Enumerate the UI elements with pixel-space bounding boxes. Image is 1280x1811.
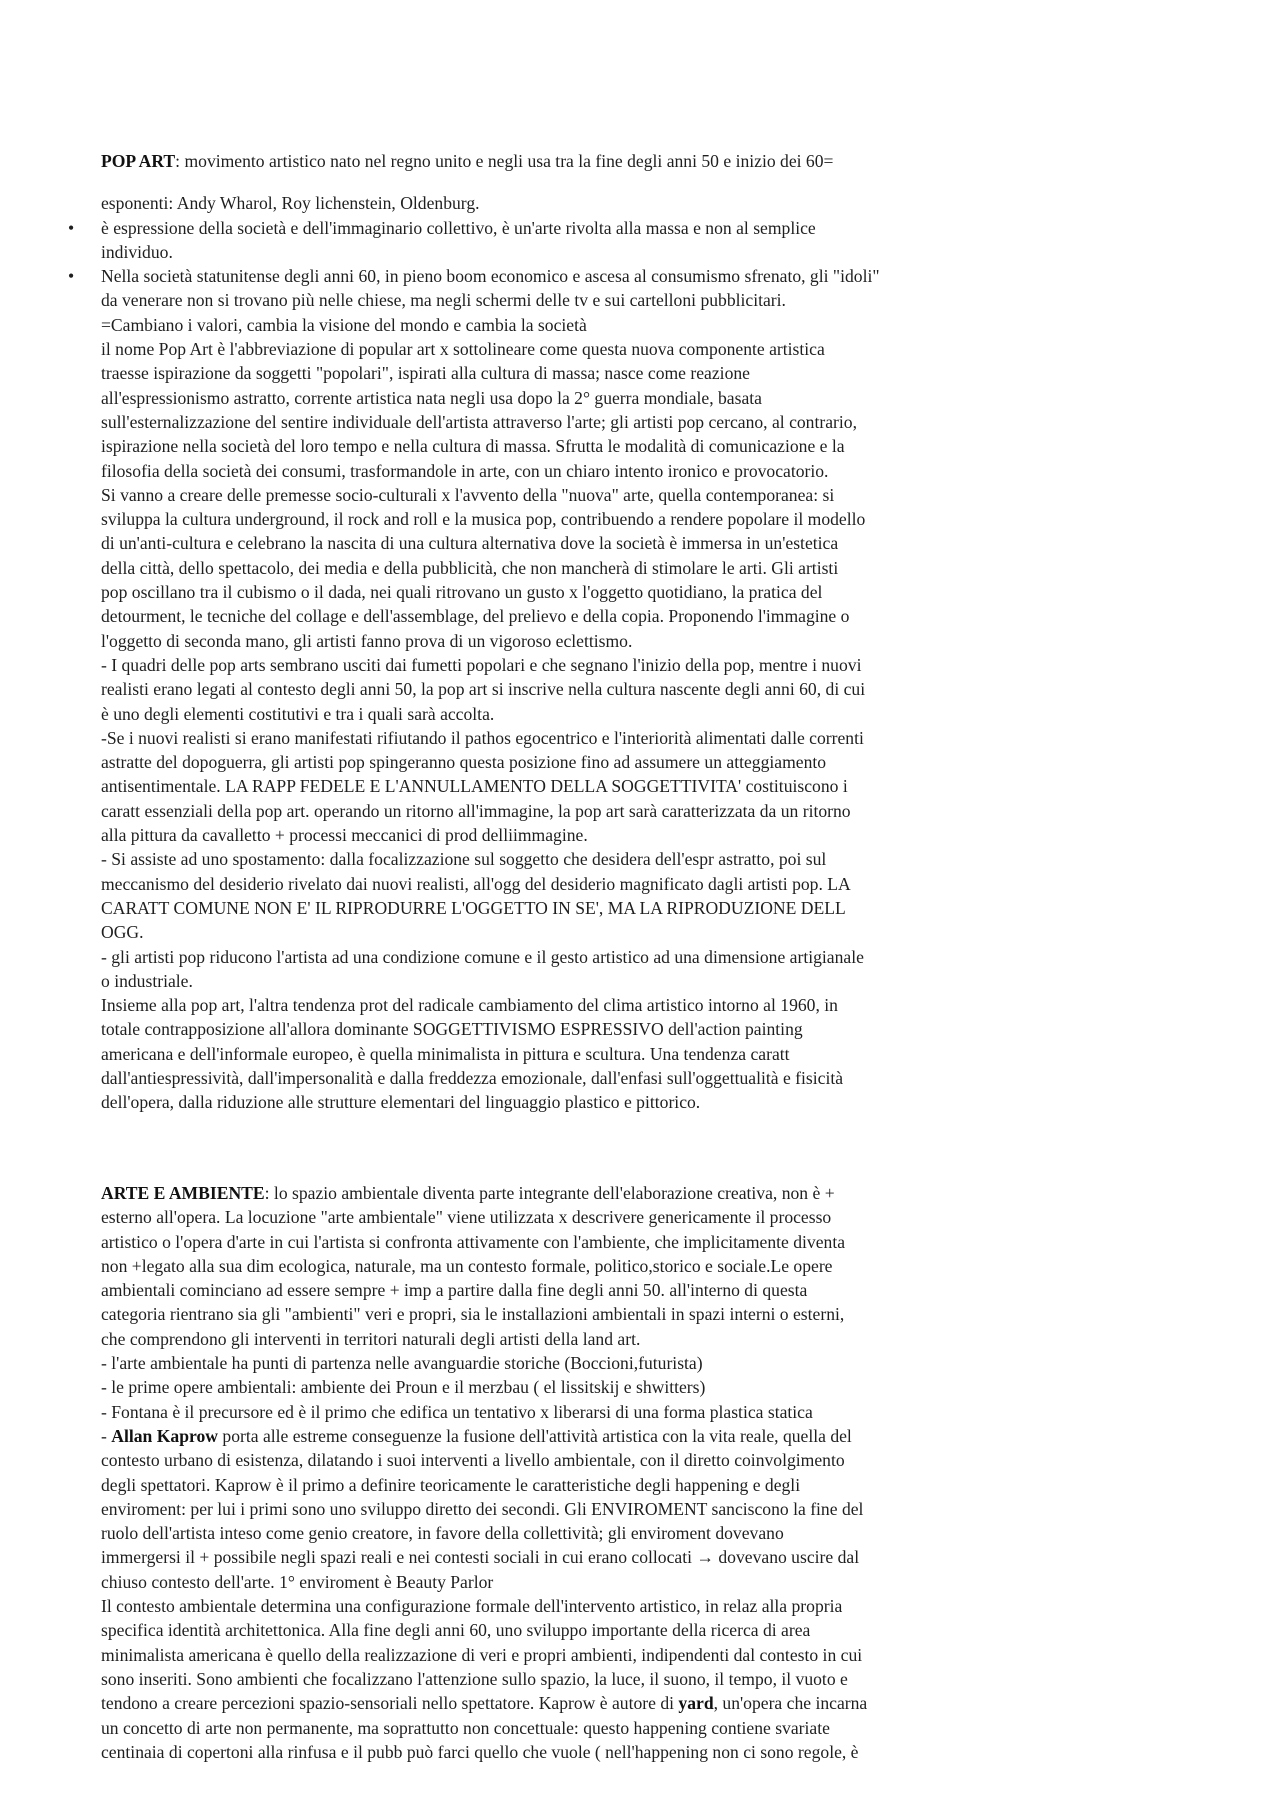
text-line: il nome Pop Art è l'abbreviazione di popular art x sottolineare come questa nuova componente artistica — [101, 339, 825, 360]
arte-ambiente-body-c — [101, 1716, 1006, 1765]
text-line: minimalista americana è quello della realizzazione di veri e propri ambienti, indipendenti dal contesto in cui — [101, 1644, 863, 1665]
arte-ambiente-body-a — [101, 1205, 1006, 1424]
text-line: =Cambiano i valori, cambia la visione del mondo e cambia la società — [101, 314, 587, 335]
kaprow-name: Allan Kaprow — [111, 1425, 218, 1446]
text-line: antisentimentale. LA RAPP FEDELE E L'ANNULLAMENTO DELLA SOGGETTIVITA' costituiscono i — [101, 776, 848, 797]
spacer — [101, 173, 1006, 191]
kaprow-line — [101, 1424, 1006, 1448]
text-line: non +legato alla sua dim ecologica, naturale, ma un contesto formale, politico,storico e sociale.Le opere — [101, 1255, 833, 1276]
text-line: centinaia di copertoni alla rinfusa e il pubb può farci quello che vuole ( nell'happening non ci sono regole, è — [101, 1741, 859, 1762]
pop-art-heading: POP ART — [101, 151, 176, 171]
text-line: - le prime opere ambientali: ambiente dei Proun e il merzbau ( el lissitskij e shwitters) — [101, 1377, 706, 1398]
text-line: Si vanno a creare delle premesse socio-culturali x l'avvento della "nuova" arte, quella contemporanea: si — [101, 484, 835, 505]
text-line: l'oggetto di seconda mano, gli artisti fanno prova di un vigoroso eclettismo. — [101, 630, 633, 651]
arte-ambiente-body-b — [101, 1448, 1006, 1691]
text-line: realisti erano legati al contesto degli anni 50, la pop art si inscrive nella cultura nascente degli anni 60, di cui — [101, 679, 866, 700]
text-line: Il contesto ambientale determina una configurazione formale dell'intervento artistico, in relaz alla propria — [101, 1596, 843, 1617]
text-line: categoria rientrano sia gli "ambienti" veri e propri, sia le installazioni ambientali in spazi interni o esterni, — [101, 1304, 845, 1325]
pop-art-intro-text: : movimento artistico nato nel regno unito e negli usa tra la fine degli anni 50 e inizio dei 60= — [175, 151, 834, 171]
bullet-text-line: Nella società statunitense degli anni 60, in pieno boom economico e ascesa al consumismo sfrenato, gli "idoli" — [101, 266, 880, 287]
text-line: pop oscillano tra il cubismo o il dada, nei quali ritrovano un gusto x l'oggetto quotidiano, la pratica del — [101, 582, 823, 603]
text-line: è uno degli elementi costitutivi e tra i quali sarà accolta. — [101, 703, 495, 724]
text-line: meccanismo del desiderio rivelato dai nuovi realisti, all'ogg del desiderio magnificato dagli artisti pop. LA — [101, 873, 851, 894]
text-line: americana e dell'informale europeo, è quella minimalista in pittura e scultura. Una tendenza caratt — [101, 1043, 790, 1064]
text-line: della città, dello spettacolo, dei media e della pubblicità, che non mancherà di stimolare le arti. Gli artisti — [101, 557, 839, 578]
text-line: -Se i nuovi realisti si erano manifestati rifiutando il pathos egocentrico e l'interiorità alimentati dalle correnti — [101, 727, 864, 748]
text-line: ispirazione nella società del loro tempo e nella cultura di massa. Sfrutta le modalità di comunicazione e la — [101, 436, 845, 457]
text-line: - Si assiste ad uno spostamento: dalla focalizzazione sul soggetto che desidera dell'espr astratto, poi sul — [101, 849, 827, 870]
text-line: alla pittura da cavalletto + processi meccanici di prod delliimmagine. — [101, 825, 588, 846]
kaprow-text: porta alle estreme conseguenze la fusione dell'attività artistica con la vita reale, quella del — [218, 1425, 852, 1446]
pop-art-section — [68, 149, 1006, 1115]
text-line: ambientali cominciano ad essere sempre + imp a partire dalla fine degli anni 50. all'interno di questa — [101, 1280, 808, 1301]
text-line: sviluppa la cultura underground, il rock and roll e la musica pop, contribuendo a rendere popolare il modello — [101, 509, 866, 530]
text-line: immergersi il + possibile negli spazi reali e nei contesti sociali in cui erano collocati → dovevano uscire dal — [101, 1547, 860, 1568]
text-line: dall'antiespressività, dall'impersonalità e dalla freddezza emozionale, dall'enfasi sull'oggettualità e fisicità — [101, 1067, 844, 1088]
text-line: - Fontana è il precursore ed è il primo che edifica un tentativo x liberarsi di una forma plastica statica — [101, 1401, 813, 1422]
arte-ambiente-intro-text: : lo spazio ambientale diventa parte integrante dell'elaborazione creativa, non è + — [264, 1183, 835, 1203]
arte-ambiente-heading: ARTE E AMBIENTE — [101, 1183, 265, 1203]
text-line: - gli artisti pop riducono l'artista ad una condizione comune e il gesto artistico ad una dimensione artigianale — [101, 946, 864, 967]
bullet-icon: • — [68, 266, 75, 287]
bullet-item — [68, 216, 1006, 265]
text-line: artistico o l'opera d'arte in cui l'artista si confronta attivamente con l'ambiente, che implicitamente diventa — [101, 1231, 846, 1252]
yard-line — [101, 1691, 1006, 1715]
text-line: totale contrapposizione all'allora dominante SOGGETTIVISMO ESPRESSIVO dell'action painting — [101, 1019, 803, 1040]
text-line: degli spettatori. Kaprow è il primo a definire teoricamente le caratteristiche degli happening e degli — [101, 1474, 801, 1495]
pop-art-exponents: esponenti: Andy Wharol, Roy lichenstein, Oldenburg. — [101, 193, 480, 214]
arte-ambiente-first-line — [101, 1181, 1006, 1205]
text-line: astratte del dopoguerra, gli artisti pop spingeranno questa posizione fino ad assumere un atteggiamento — [101, 752, 827, 773]
text-line: specifica identità architettonica. Alla fine degli anni 60, uno sviluppo importante della ricerca di area — [101, 1620, 811, 1641]
text-line: un concetto di arte non permanente, ma soprattutto non concettuale: questo happening contiene svariate — [101, 1717, 830, 1738]
text-line: ruolo dell'artista inteso come genio creatore, in favore della collettività; gli enviroment dovevano — [101, 1523, 784, 1544]
bullet-text-line: da venerare non si trovano più nelle chiese, ma negli schermi delle tv e sui cartelloni pubblicitari. — [101, 290, 786, 311]
bullet-icon: • — [68, 217, 75, 238]
yard-word: yard — [678, 1693, 714, 1714]
text-line: dell'opera, dalla riduzione alle strutture elementari del linguaggio plastico e pittorico. — [101, 1092, 701, 1113]
text-line: - l'arte ambientale ha punti di partenza nelle avanguardie storiche (Boccioni,futurista) — [101, 1353, 703, 1374]
text-line: detourment, le tecniche del collage e dell'assemblage, del prelievo e della copia. Proponendo l'immagine o — [101, 606, 850, 627]
text-line: esterno all'opera. La locuzione "arte ambientale" viene utilizzata x descrivere genericamente il processo — [101, 1207, 832, 1228]
text-line: CARATT COMUNE NON E' IL RIPRODURRE L'OGGETTO IN SE', MA LA RIPRODUZIONE DELL — [101, 897, 846, 918]
text-line: OGG. — [101, 922, 144, 943]
text-line: filosofia della società dei consumi, trasformandole in arte, con un chiaro intento ironico e provocatorio. — [101, 460, 829, 481]
bullet-text-line: è espressione della società e dell'immaginario collettivo, è un'arte rivolta alla massa e non al semplice — [101, 217, 816, 238]
yard-text: , un'opera che incarna — [713, 1693, 868, 1714]
text-line: che comprendono gli interventi in territori naturali degli artisti della land art. — [101, 1328, 641, 1349]
text-line: enviroment: per lui i primi sono uno sviluppo diretto dei secondi. Gli ENVIROMENT sanciscono la fine del — [101, 1498, 864, 1519]
text-line: - I quadri delle pop arts sembrano usciti dai fumetti popolari e che segnano l'inizio della pop, mentre i nuovi — [101, 654, 862, 675]
text-line: sono inseriti. Sono ambienti che focalizzano l'attenzione sullo spazio, la luce, il suono, il tempo, il vuoto e — [101, 1668, 848, 1689]
text-line: traesse ispirazione da soggetti "popolari", ispirati alla cultura di massa; nasce come reazione — [101, 363, 750, 384]
arte-ambiente-section — [101, 1181, 1006, 1764]
text-line: contesto urbano di esistenza, dilatando i suoi interventi a livello ambientale, con il diretto coinvolgimento — [101, 1450, 845, 1471]
text-line: all'espressionismo astratto, corrente artistica nata negli usa dopo la 2° guerra mondiale, basata — [101, 387, 762, 408]
bullet-text-line: individuo. — [101, 241, 173, 262]
pop-art-body — [101, 313, 1006, 1115]
text-line: sull'esternalizzazione del sentire individuale dell'artista attraverso l'arte; gli artisti pop cercano, al contrario, — [101, 411, 857, 432]
text-line: caratt essenziali della pop art. operando un ritorno all'immagine, la pop art sarà caratterizzata da un ritorno — [101, 800, 851, 821]
pop-art-intro-line — [101, 149, 1006, 173]
text-line: di un'anti-cultura e celebrano la nascita di una cultura alternativa dove la società è immersa in un'estetica — [101, 533, 839, 554]
bullet-item — [68, 264, 1006, 313]
kaprow-prefix: - — [101, 1425, 112, 1446]
yard-prefix: tendono a creare percezioni spazio-sensoriali nello spettatore. Kaprow è autore di — [101, 1693, 679, 1714]
text-line: o industriale. — [101, 970, 193, 991]
text-line: chiuso contesto dell'arte. 1° enviroment è Beauty Parlor — [101, 1571, 494, 1592]
text-line: Insieme alla pop art, l'altra tendenza prot del radicale cambiamento del clima artistico intorno al 1960, in — [101, 995, 838, 1016]
